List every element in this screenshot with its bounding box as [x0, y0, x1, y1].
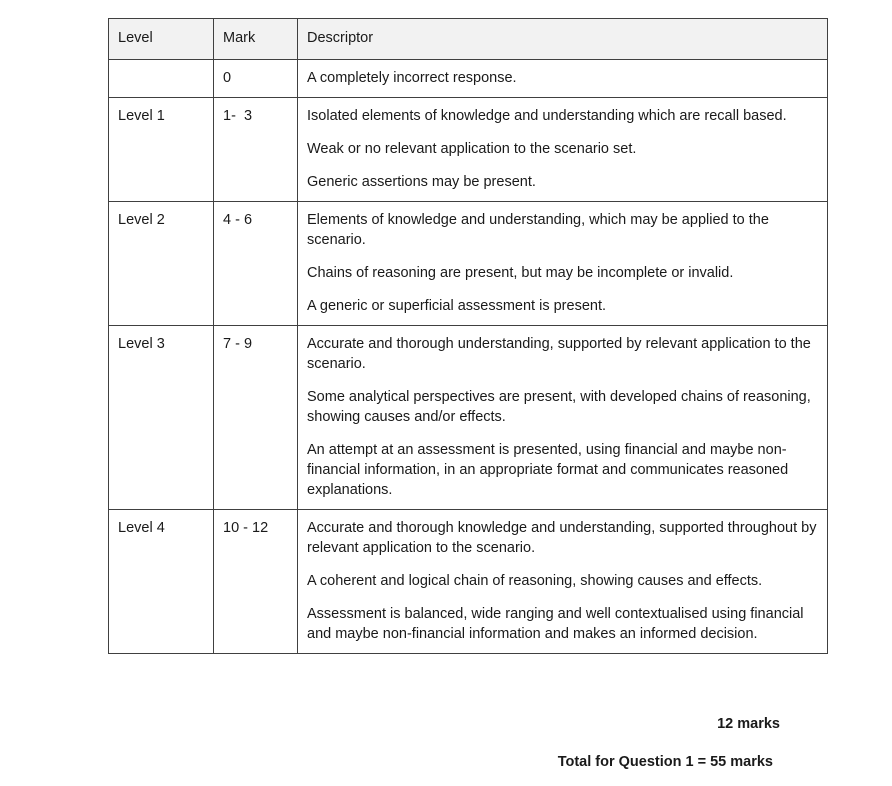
- mark-cell: 7 - 9: [214, 326, 298, 510]
- table-row: [109, 202, 828, 326]
- header-mark: Mark: [214, 19, 298, 60]
- mark-cell: 10 - 12: [214, 510, 298, 654]
- descriptor-paragraph: Some analytical perspectives are present, with developed chains of reasoning, showing causes and/or effects.: [307, 389, 811, 425]
- descriptor-paragraph: Accurate and thorough knowledge and understanding, supported throughout by relevant application to the scenario.: [307, 520, 817, 556]
- table-row: [109, 510, 828, 654]
- descriptor-paragraph: An attempt at an assessment is presented, using financial and maybe non-financial information, in an appropriate format and communicates reasoned explanations.: [307, 442, 789, 498]
- table-row: [109, 98, 828, 202]
- descriptor-paragraph: Accurate and thorough understanding, supported by relevant application to the scenario.: [307, 336, 811, 372]
- mark-cell: 0: [214, 60, 298, 98]
- descriptor-cell: [298, 202, 828, 326]
- table-row: [109, 60, 828, 98]
- descriptor-paragraph: Chains of reasoning are present, but may be incomplete or invalid.: [307, 265, 734, 281]
- mark-cell: 4 - 6: [214, 202, 298, 326]
- level-cell: Level 3: [109, 326, 214, 510]
- descriptor-paragraph: A completely incorrect response.: [307, 70, 517, 86]
- descriptor-paragraph: Generic assertions may be present.: [307, 174, 536, 190]
- descriptor-cell: [298, 326, 828, 510]
- descriptor-cell: [298, 98, 828, 202]
- mark-scheme-table-wrap: [108, 18, 828, 654]
- header-descriptor: Descriptor: [298, 19, 828, 60]
- question-total-label: Total for Question 1 = 55 marks: [557, 754, 773, 770]
- question-marks-label: 12 marks: [717, 716, 780, 732]
- descriptor-paragraph: Elements of knowledge and understanding, which may be applied to the scenario.: [307, 212, 769, 248]
- descriptor-paragraph: A coherent and logical chain of reasoning, showing causes and effects.: [307, 573, 763, 589]
- descriptor-paragraph: Isolated elements of knowledge and understanding which are recall based.: [307, 108, 787, 124]
- descriptor-paragraph: Weak or no relevant application to the scenario set.: [307, 141, 637, 157]
- level-cell: [109, 60, 214, 98]
- header-level: Level: [109, 19, 214, 60]
- descriptor-paragraph: A generic or superficial assessment is present.: [307, 298, 606, 314]
- level-cell: Level 2: [109, 202, 214, 326]
- level-cell: Level 1: [109, 98, 214, 202]
- mark-scheme-table: [108, 18, 828, 654]
- mark-cell: 1- 3: [214, 98, 298, 202]
- header-row: [109, 19, 828, 60]
- descriptor-paragraph: Assessment is balanced, wide ranging and well contextualised using financial and maybe non-financial information and makes an informed decision.: [307, 606, 804, 642]
- descriptor-cell: [298, 60, 828, 98]
- level-cell: Level 4: [109, 510, 214, 654]
- descriptor-cell: [298, 510, 828, 654]
- table-row: [109, 326, 828, 510]
